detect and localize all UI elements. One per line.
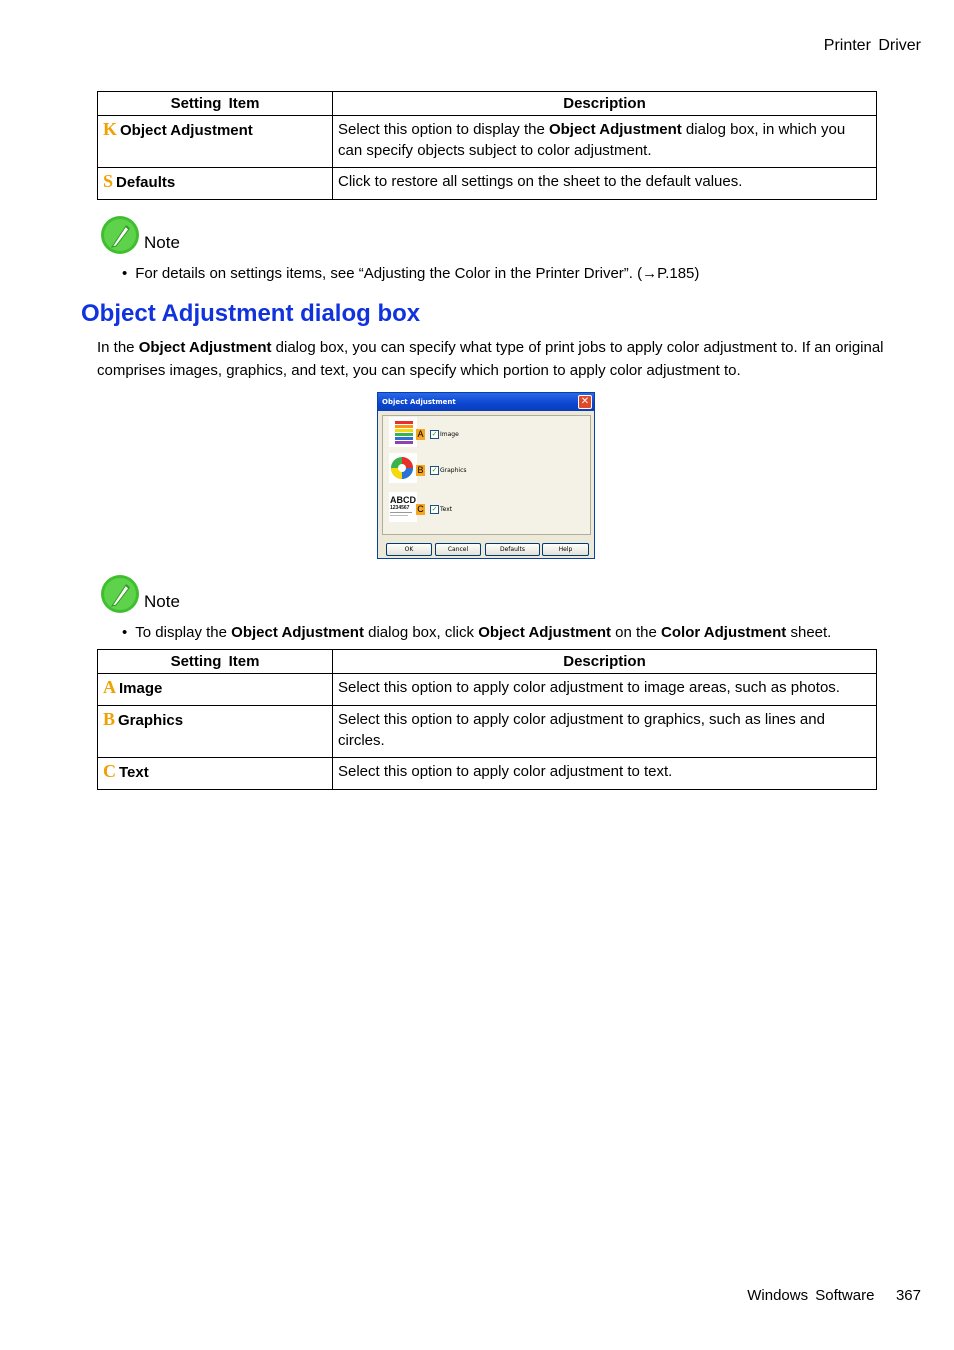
table-row	[98, 674, 877, 706]
table-row	[98, 758, 877, 790]
column-header-setting-item: Setting Item	[98, 650, 333, 674]
table-header-row	[98, 650, 877, 674]
description-cell: Click to restore all settings on the sheet to the default values.	[333, 168, 877, 200]
note-pencil-icon	[100, 574, 140, 614]
dialog-title: Object Adjustment	[382, 398, 456, 406]
setting-item-cell	[98, 116, 333, 168]
note-pencil-icon	[100, 215, 140, 255]
page-number: 367	[895, 1287, 921, 1304]
setting-item-cell	[98, 168, 333, 200]
note-label: Note	[144, 233, 180, 252]
note-text: on the	[610, 624, 662, 641]
setting-item-cell	[98, 758, 333, 790]
table-header-row	[98, 92, 877, 116]
text-abcd-icon	[389, 492, 417, 522]
setting-item-cell	[98, 674, 333, 706]
text-checkbox-label: Text	[440, 506, 453, 513]
table-row	[98, 168, 877, 200]
description-text: Select this option to display the	[338, 121, 549, 138]
setting-item-label: Graphics	[118, 712, 184, 729]
object-row-graphics	[389, 453, 579, 483]
setting-item-label: Text	[119, 764, 149, 781]
callout-marker: B	[103, 709, 116, 729]
callout-letter: C	[417, 504, 424, 514]
cancel-button[interactable]: Cancel	[435, 543, 481, 556]
column-header-description: Description	[333, 650, 877, 674]
callout-letter: A	[417, 429, 424, 439]
section-title: Object Adjustment dialog box	[81, 300, 421, 327]
note-text: dialog box, click	[363, 624, 479, 641]
callout-letter: B	[417, 465, 424, 475]
callout-marker: C	[103, 761, 116, 781]
dialog-panel	[382, 415, 591, 535]
description-cell	[333, 116, 877, 168]
note-emphasis: Object Adjustment	[478, 624, 611, 641]
image-checkbox-label: Image	[440, 431, 459, 438]
footer-section: Windows Software	[747, 1287, 875, 1304]
intro-paragraph	[97, 336, 887, 382]
note-block	[100, 215, 180, 255]
defaults-button[interactable]: Defaults	[485, 543, 540, 556]
setting-item-label: Object Adjustment	[120, 122, 253, 139]
intro-text: In the	[97, 339, 139, 356]
callout-marker: S	[103, 171, 114, 191]
graphics-checkbox[interactable]: ✓	[431, 466, 438, 474]
setting-item-cell	[98, 706, 333, 758]
ok-button[interactable]: OK	[386, 543, 432, 556]
close-icon[interactable]: ✕	[578, 395, 592, 409]
table-row	[98, 706, 877, 758]
graphics-checkbox-label: Graphics	[440, 467, 467, 474]
note-emphasis: Object Adjustment	[231, 624, 364, 641]
note-bullet	[122, 265, 699, 282]
callout-marker: K	[103, 119, 118, 139]
description-cell: Select this option to apply color adjustment to graphics, such as lines and circles.	[333, 706, 877, 758]
help-button[interactable]: Help	[542, 543, 589, 556]
note-emphasis: Color Adjustment	[661, 624, 787, 641]
note-text: sheet.	[786, 624, 832, 641]
object-adjustment-dialog	[377, 392, 595, 559]
note-label: Note	[144, 592, 180, 611]
note-bullet	[122, 624, 831, 641]
dialog-titlebar	[378, 393, 594, 411]
note-text: To display the	[135, 624, 232, 641]
callout-marker: A	[103, 677, 116, 697]
table-row	[98, 116, 877, 168]
bullet-glyph: •	[122, 265, 128, 282]
image-pencils-icon	[389, 417, 417, 447]
running-header: Printer Driver	[823, 37, 921, 54]
icon-caption: 1234567	[390, 505, 410, 511]
intro-emphasis: Object Adjustment	[138, 339, 272, 356]
note-text: For details on settings items, see “Adjusting the Color in the Printer Driver”. (→P.185)	[135, 265, 700, 282]
settings-table-dialog	[97, 649, 877, 790]
intro-text: dialog box, you can specify what type of print jobs to apply color adjustment to. If an original comprises images, graphics, and text, you can specify which portion to apply color adjustment to.	[97, 339, 884, 379]
column-header-setting-item: Setting Item	[98, 92, 333, 116]
column-header-description: Description	[333, 92, 877, 116]
icon-caption: ABCD	[390, 495, 416, 505]
object-row-text	[389, 492, 579, 522]
settings-table-sheet	[97, 91, 877, 200]
bullet-glyph: •	[122, 624, 128, 641]
description-cell: Select this option to apply color adjustment to text.	[333, 758, 877, 790]
description-text: dialog box, in which you can specify objects subject to color adjustment.	[338, 121, 846, 159]
description-cell: Select this option to apply color adjustment to image areas, such as photos.	[333, 674, 877, 706]
graphics-wheel-icon	[389, 453, 417, 483]
image-checkbox[interactable]: ✓	[431, 430, 438, 438]
running-footer	[747, 1287, 921, 1304]
setting-item-label: Image	[119, 680, 163, 697]
note-block	[100, 574, 180, 614]
description-emphasis: Object Adjustment	[548, 121, 682, 138]
text-checkbox[interactable]: ✓	[431, 505, 438, 513]
object-row-image	[389, 417, 579, 447]
setting-item-label: Defaults	[116, 174, 176, 191]
